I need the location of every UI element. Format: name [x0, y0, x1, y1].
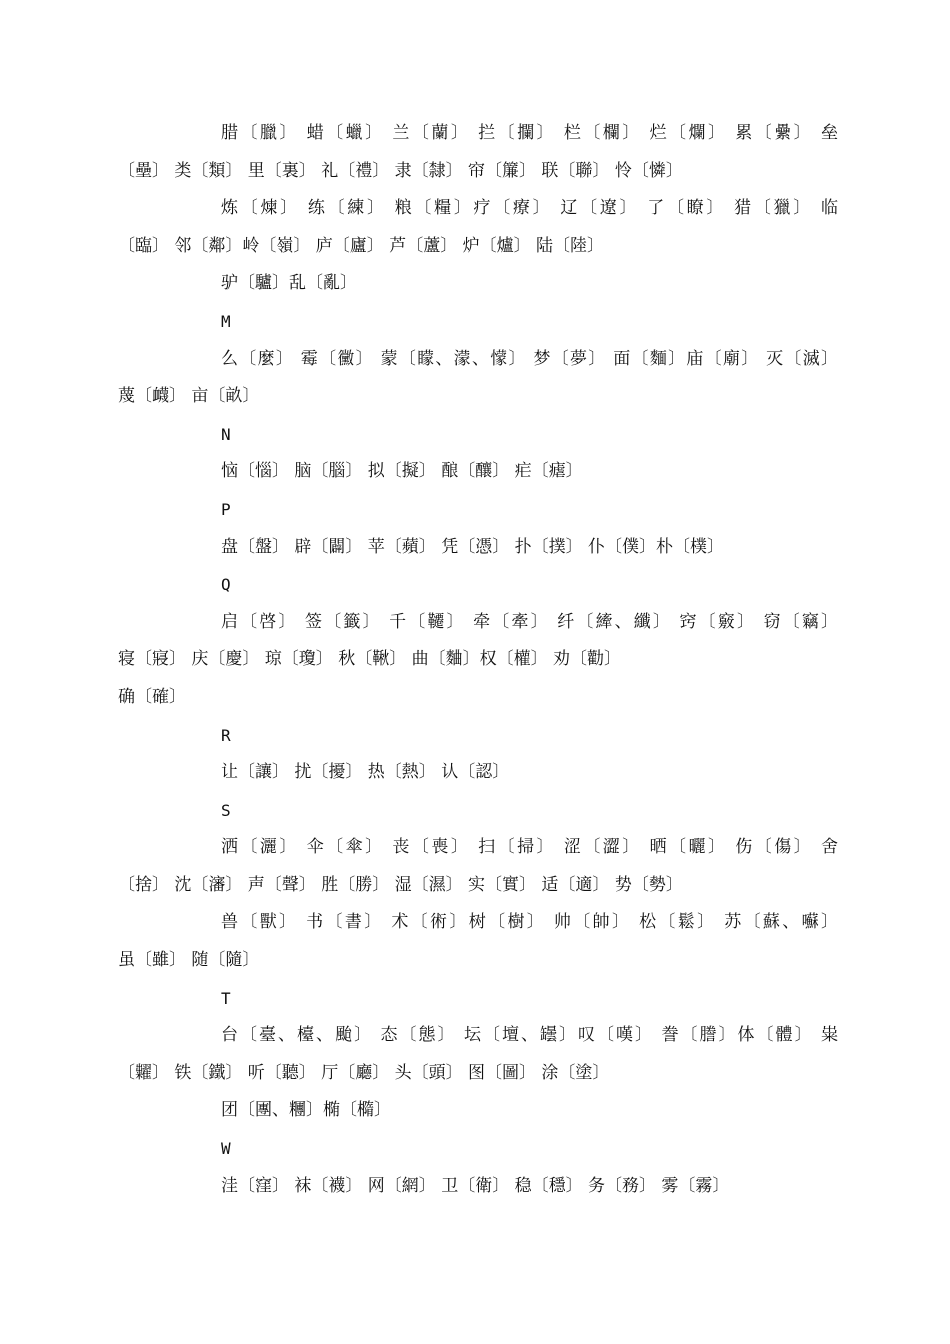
text-line: 寝〔寢〕 庆〔慶〕 琼〔瓊〕 秋〔鞦〕 曲〔麯〕权〔權〕 劝〔勸〕: [118, 649, 622, 670]
document-page: [118, 115, 838, 1205]
text-line: 炼〔煉〕 练〔練〕 粮〔糧〕疗〔療〕 辽〔遼〕 了〔瞭〕 猎〔獵〕 临: [221, 198, 838, 219]
text-line: 驴〔驢〕乱〔亂〕: [221, 273, 357, 294]
text-line: 蔑〔衊〕 亩〔畝〕: [118, 386, 260, 407]
text-line: 〔臨〕 邻〔鄰〕岭〔嶺〕 庐〔廬〕 芦〔蘆〕 炉〔爐〕 陆〔陸〕: [118, 235, 605, 256]
text-line: 么〔麼〕 霉〔黴〕 蒙〔矇、濛、懞〕 梦〔夢〕 面〔麵〕庙〔廟〕 灭〔滅〕: [221, 348, 838, 369]
text-line: 启〔啓〕 签〔籤〕 千〔韆〕 牵〔牽〕 纤〔縴、纖〕 窍〔竅〕 窃〔竊〕: [221, 611, 838, 632]
text-line: 台〔臺、檯、颱〕 态〔態〕 坛〔壇、罎〕叹〔嘆〕 誊〔謄〕体〔體〕 粜: [221, 1025, 838, 1046]
text-line: 盘〔盤〕 辟〔闢〕 苹〔蘋〕 凭〔憑〕 扑〔撲〕 仆〔僕〕朴〔樸〕: [221, 536, 725, 557]
text-line: 团〔團、糰〕椭〔橢〕: [221, 1100, 391, 1121]
text-line: 确〔確〕: [118, 686, 186, 707]
section-letter-p: P: [221, 499, 231, 519]
text-line: 恼〔惱〕 脑〔腦〕 拟〔擬〕 酿〔釀〕 疟〔瘧〕: [221, 461, 583, 482]
text-line: 让〔讓〕 扰〔擾〕 热〔熱〕 认〔認〕: [221, 762, 510, 783]
text-line: 兽〔獸〕 书〔書〕 术〔術〕树〔樹〕 帅〔帥〕 松〔鬆〕 苏〔蘇、囌〕: [221, 912, 838, 933]
section-letter-r: R: [221, 725, 231, 745]
section-letter-t: T: [221, 988, 231, 1008]
section-letter-m: M: [221, 311, 231, 331]
text-line: 虽〔雖〕 随〔隨〕: [118, 950, 260, 971]
text-line: 洒〔灑〕 伞〔傘〕 丧〔喪〕 扫〔掃〕 涩〔澀〕 晒〔曬〕 伤〔傷〕 舍: [221, 837, 838, 858]
section-letter-n: N: [221, 424, 231, 444]
text-line: 洼〔窪〕 袜〔襪〕 网〔網〕 卫〔衛〕 稳〔穩〕 务〔務〕 雾〔霧〕: [221, 1175, 730, 1196]
text-line: 〔糶〕 铁〔鐵〕 听〔聽〕 厅〔廳〕 头〔頭〕 图〔圖〕 涂〔塗〕: [118, 1062, 610, 1083]
section-letter-s: S: [221, 800, 231, 820]
text-line: 〔壘〕 类〔類〕 里〔裏〕 礼〔禮〕 隶〔隸〕 帘〔簾〕 联〔聯〕 怜〔憐〕: [118, 160, 683, 181]
section-letter-w: W: [221, 1139, 231, 1159]
text-line: 腊〔臘〕 蜡〔蠟〕 兰〔蘭〕 拦〔攔〕 栏〔欄〕 烂〔爛〕 累〔纍〕 垒: [221, 123, 838, 143]
section-letter-q: Q: [221, 575, 231, 595]
text-line: 〔捨〕 沈〔瀋〕 声〔聲〕 胜〔勝〕 湿〔濕〕 实〔實〕 适〔適〕 势〔勢〕: [118, 874, 683, 895]
